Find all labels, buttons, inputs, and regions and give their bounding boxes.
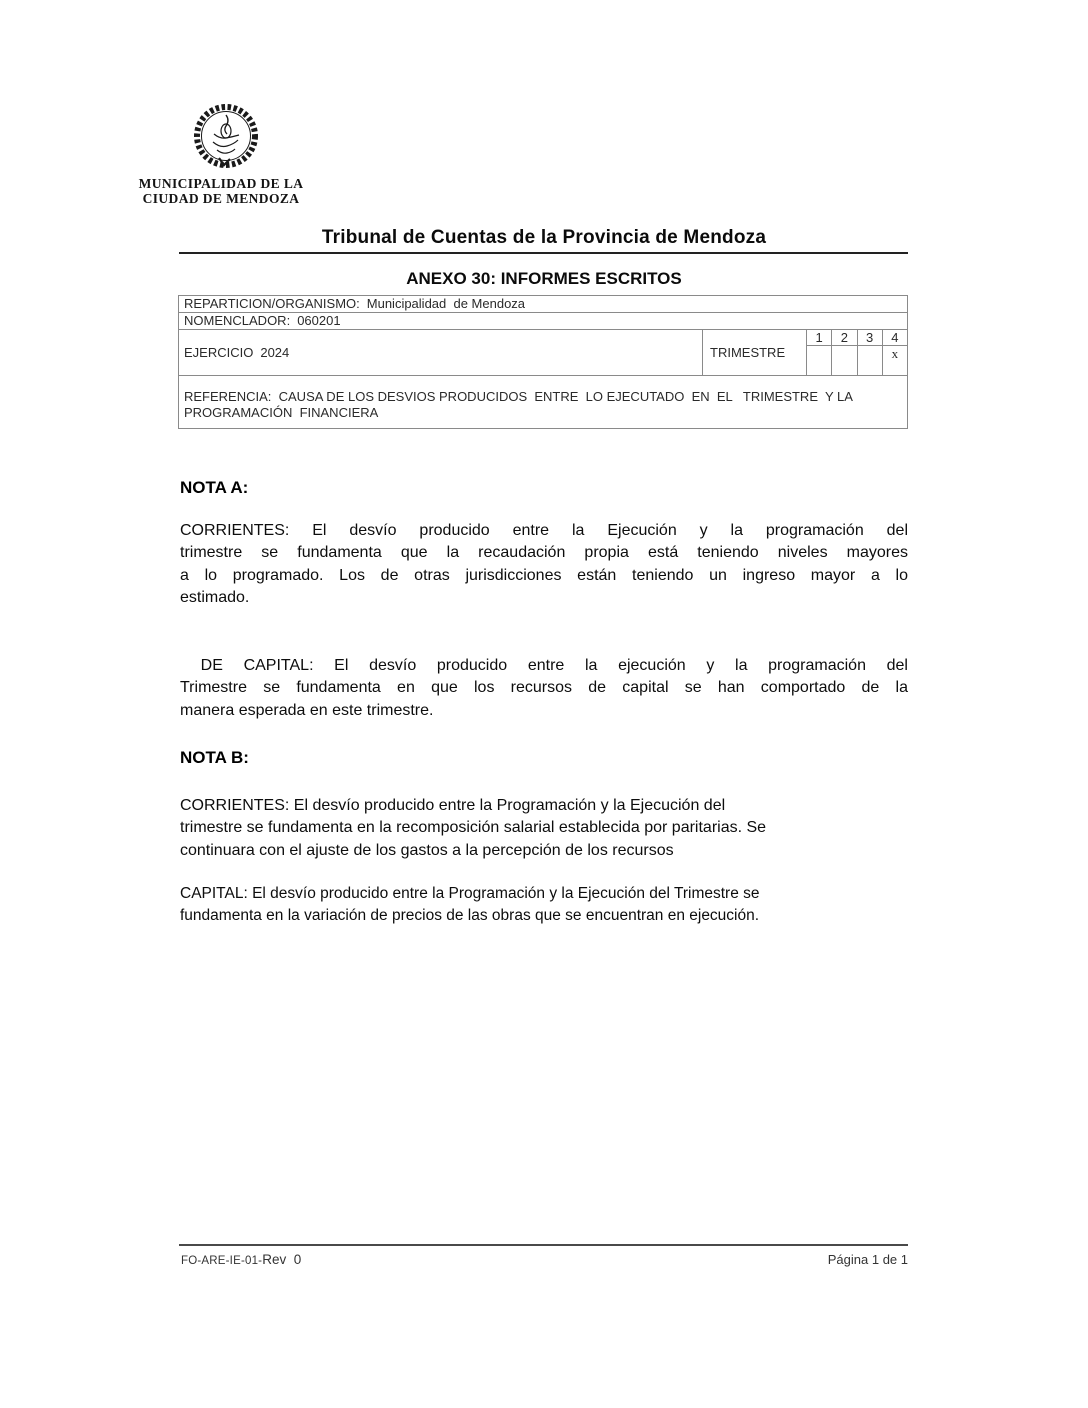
org-name-line2: CIUDAD DE MENDOZA (142, 191, 300, 206)
footer-rule (179, 1244, 908, 1246)
municipal-seal-icon (186, 101, 266, 175)
trimestre-quarter-header: 2 (832, 330, 856, 346)
nota-b-heading: NOTA B: (180, 748, 249, 767)
text-line: trimestre se fundamenta que la recaudación propia está teniendo niveles mayores (180, 544, 908, 562)
footer-revision-text: Rev 0 (262, 1252, 302, 1267)
trimestre-quarter-header: 4 (883, 330, 907, 346)
text-line: a lo programado. Los de otras jurisdicciones están teniendo un ingreso mayor a lo (180, 566, 908, 584)
org-name-line1: MUNICIPALIDAD DE LA (138, 176, 304, 191)
text-line: CORRIENTES: El desvío producido entre la Programación y la Ejecución del (180, 797, 726, 814)
text-line: DE CAPITAL: El desvío producido entre la ejecución y la programación del (180, 657, 908, 674)
trimestre-label-cell (702, 330, 806, 375)
trimestre-mark-q3 (858, 346, 882, 375)
title-rule (179, 252, 908, 254)
trimestre-quarter-header: 1 (807, 330, 831, 346)
text-line: CORRIENTES: El desvío producido entre la Ejecución y la programación del (180, 522, 908, 539)
nota-b-corrientes-paragraph (180, 795, 908, 862)
ejercicio-trimestre-row (179, 330, 907, 376)
text-line: PROGRAMACIÓN FINANCIERA (184, 405, 379, 420)
trimestre-mark-q1 (807, 346, 831, 375)
trimestre-col-2 (831, 330, 856, 375)
page-title: Tribunal de Cuentas de la Provincia de Mendoza (321, 227, 767, 248)
reparticion-label: REPARTICION/ORGANISMO: (184, 296, 360, 311)
nota-a-corrientes-paragraph (180, 520, 908, 610)
text-line: trimestre se fundamenta en la recomposición salarial establecida por paritarias. Se (180, 819, 767, 837)
trimestre-mark-q2 (832, 346, 856, 375)
org-name (126, 176, 316, 206)
nomenclador-row (179, 313, 907, 330)
reparticion-row (179, 296, 907, 313)
text-line: manera esperada en este trimestre. (180, 701, 434, 719)
ejercicio-label: EJERCICIO (184, 345, 254, 360)
footer-form-code (181, 1251, 301, 1269)
nota-a-heading: NOTA A: (180, 478, 249, 497)
text-line: estimado. (180, 589, 250, 607)
trimestre-quarter-header: 3 (858, 330, 882, 346)
footer-page-indicator: Página 1 de 1 (827, 1252, 908, 1267)
nomenclador-value: 060201 (297, 313, 341, 328)
trimestre-grid (806, 330, 907, 375)
text-line: REFERENCIA: CAUSA DE LOS DESVIOS PRODUCIDOS ENTRE LO EJECUTADO EN EL TRIMESTRE Y LA (184, 389, 853, 404)
text-line: fundamenta en la variación de precios de las obras que se encuentran en ejecución. (180, 907, 760, 924)
ejercicio-value: 2024 (260, 345, 290, 360)
nomenclador-label: NOMENCLADOR: (184, 313, 291, 328)
footer-code-text: FO-ARE-IE-01- (181, 1255, 263, 1267)
text-line: CAPITAL: El desvío producido entre la Programación y la Ejecución del Trimestre se (180, 885, 760, 902)
trimestre-mark-q4: x (891, 346, 899, 361)
referencia-row (179, 376, 907, 428)
trimestre-col-4 (882, 330, 907, 375)
text-line: continuara con el ajuste de los gastos a la percepción de los recursos (180, 841, 674, 859)
nota-b-capital-paragraph (180, 883, 908, 927)
reparticion-value: Municipalidad de Mendoza (366, 296, 526, 311)
trimestre-label: TRIMESTRE (710, 345, 786, 360)
ejercicio-cell (179, 330, 702, 375)
trimestre-col-3 (857, 330, 882, 375)
form-header-table (178, 295, 908, 429)
nota-a-de-capital-paragraph (180, 655, 908, 722)
anexo-heading: ANEXO 30: INFORMES ESCRITOS (406, 269, 682, 288)
text-line: Trimestre se fundamenta en que los recursos de capital se han comportado de la (180, 679, 908, 697)
trimestre-col-1 (806, 330, 831, 375)
